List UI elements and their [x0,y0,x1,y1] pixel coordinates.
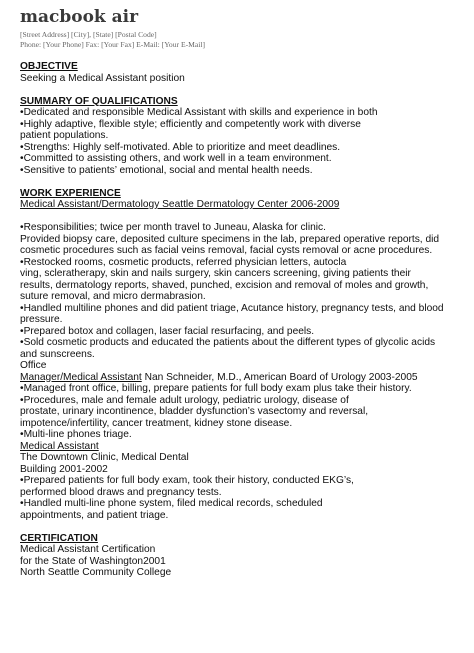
job3-title: Medical Assistant [20,440,99,452]
objective-text: Seeking a Medical Assistant position [20,72,185,84]
job3-line: performed blood draws and pregnancy tests. [20,486,222,498]
job2-title-role: Manager/Medical Assistant [20,371,142,383]
job1-line: Office [20,360,47,371]
job3-line: •Handled multi-line phone system, filed medical records, scheduled [20,498,323,509]
certification-line: Medical Assistant Certification [20,544,156,555]
job3-line: The Downtown Clinic, Medical Dental [20,452,189,463]
job3-line: appointments, and patient triage. [20,509,169,521]
certification-section [20,533,460,579]
certification-line: North Seattle Community College [20,567,172,578]
resume-name: macbook air [20,7,139,27]
qualification-line: •Strengths: Highly self-motivated. Able to prioritize and meet deadlines. [20,141,341,153]
qualifications-section [20,96,460,177]
certification-heading: CERTIFICATION [20,532,98,544]
certification-line: for the State of Washington2001 [20,555,166,567]
job2-line: •Multi-line phones triage. [20,429,132,440]
qualifications-heading: SUMMARY OF QUALIFICATIONS [20,95,178,107]
objective-heading: OBJECTIVE [20,61,78,72]
job3-line: •Prepared patients for full body exam, took their history, conducted EKG’s, [20,475,354,486]
qualification-line: •Highly adaptive, flexible style; efficiently and competently work with diverse [20,118,361,130]
job1-title: Medical Assistant/Dermatology Seattle Dermatology Center 2006-2009 [20,199,340,210]
job1-line: Provided biopsy care, deposited culture specimens in the lab, prepared operative reports, did [20,233,440,245]
job2-line: •Managed front office, billing, prepare patients for full body exam plus take their history. [20,383,412,394]
job2-line: prostate, urinary incontinence, bladder dysfunction’s vasectomy and reversal, [20,406,369,417]
job1-line: •Handled multiline phones and did patient triage, Acutance history, pregnancy tests, and blood [20,302,444,314]
job2-title-employer: Nan Schneider, M.D., American Board of Urology 2003-2005 [141,371,418,383]
job1-line: •Prepared botox and collagen, laser facial resurfacing, and peels. [20,325,315,337]
experience-heading: WORK EXPERIENCE [20,187,121,199]
qualification-line: •Committed to assisting others, and work well in a team environment. [20,153,332,164]
job2-title [20,372,460,384]
job1-line: •Sold cosmetic products and educated the patients about the different types of glycolic acids [20,337,436,348]
job1-line: results, dermatology reports, shaved, punched, excision and removal of moles and growth, [20,279,429,291]
job1-line: •Restocked rooms, cosmetic products, referred physician letters, autocla [20,256,347,268]
job1-line: pressure. [20,314,63,325]
objective-section [20,61,460,84]
qualification-line: •Dedicated and responsible Medical Assistant with skills and experience in both [20,107,378,118]
job1-line: cosmetic procedures such as facial veins removal, facial cysts removal or acne procedures. [20,245,433,256]
job1-line: suture removal, and micro dermabrasion. [20,291,206,302]
job3-line: Building 2001-2002 [20,463,108,475]
qualification-line: •Sensitive to patients’ emotional, social and mental health needs. [20,164,313,176]
job1-line: •Responsibilities; twice per month travel to Juneau, Alaska for clinic. [20,222,326,233]
contact-address: [Street Address] [City], [State] [Postal Code] [20,30,157,39]
contact-phone-fax-email: Phone: [Your Phone] Fax: [Your Fax] E-Mail: [Your E-Mail] [20,39,205,49]
qualification-line: patient populations. [20,130,109,141]
job1-line: ving, scleratherapy, skin and nails surgery, skin cancers screening, giving patients their [20,268,411,279]
job2-line: impotence/infertility, cancer treatment, kidney stone disease. [20,417,293,429]
job2-line: •Procedures, male and female adult urology, pediatric urology, disease of [20,394,349,406]
job1-line: and sunscreens. [20,348,95,360]
experience-section [20,188,460,522]
contact-block [20,30,460,49]
